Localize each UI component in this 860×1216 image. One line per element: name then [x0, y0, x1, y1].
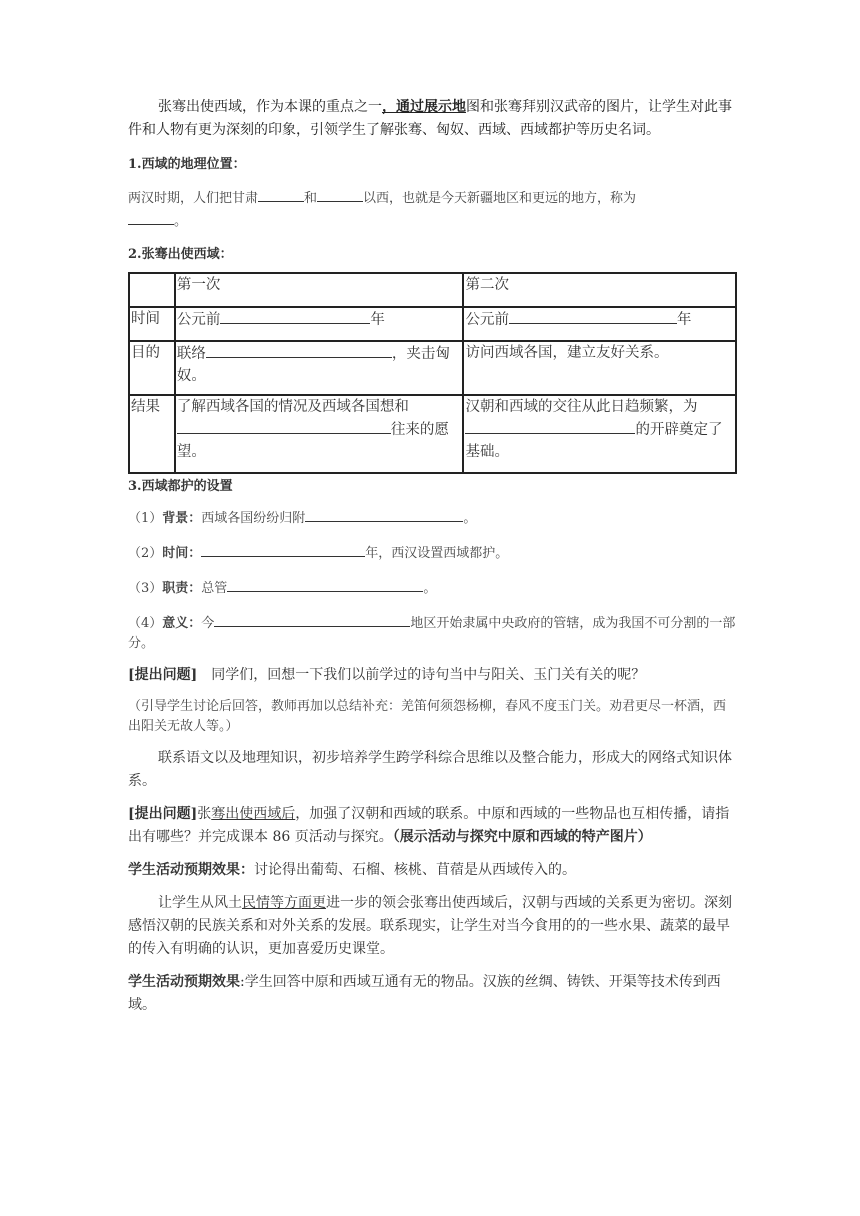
question-bold-text: （展示活动与探究中原和西域的特产图片） — [392, 829, 652, 845]
item-number: （2） — [128, 546, 163, 561]
section-1-heading: 1.西域的地理位置： — [128, 157, 246, 172]
item-number: （4） — [128, 616, 163, 631]
effect-text: :学生回答中原和西域互通有无的物品。汉族的丝绸、铸铁、开渠等技术传到西域。 — [128, 974, 721, 1013]
s3-background — [128, 506, 736, 529]
item-text: 。 — [423, 581, 437, 596]
blank — [317, 186, 363, 202]
item-label: 背景： — [162, 511, 202, 526]
effect-1 — [128, 859, 736, 882]
teacher-hint: （引导学生讨论后回答，教师再加以总结补充：羌笛何须怨杨柳，春风不度玉门关。劝君更尽一杯酒，西出阳关无故人等。） — [128, 699, 727, 734]
item-label: 意义： — [162, 616, 202, 631]
blank — [214, 611, 410, 627]
cell-text: 的开辟奠定了基础。 — [465, 422, 723, 460]
table-cell — [129, 273, 175, 307]
blank — [465, 418, 635, 434]
cell-text: 联络 — [176, 346, 206, 362]
mission-table — [128, 272, 737, 474]
question-underlined-text: 骞出使西域后 — [211, 806, 296, 822]
question-text: ，加强了汉朝和西域的联系。中原和西域的一些物品也互相传播，请指出有哪些？并完成课本 86 页活动与探究。 — [128, 806, 730, 845]
blank — [206, 342, 392, 358]
item-number: （1） — [128, 511, 163, 526]
question-tag: [提出问题] — [128, 806, 198, 822]
table-row — [129, 273, 736, 307]
question-text: 同学们，回想一下我们以前学过的诗句当中与阳关、玉门关有关的呢？ — [197, 667, 646, 683]
table-cell: 访问西域各国，建立友好关系。 — [463, 341, 736, 395]
section-2-heading: 2.张骞出使西域： — [128, 247, 233, 262]
blank — [258, 186, 304, 202]
s1-text-c: 以西，也就是今天新疆地区和更远的地方，称为 — [363, 191, 637, 206]
item-label: 时间： — [162, 546, 202, 561]
question-1 — [128, 664, 736, 687]
s3-significance — [128, 611, 736, 654]
row-label: 结果 — [129, 395, 175, 473]
paragraph-2 — [128, 892, 736, 961]
blank — [227, 576, 423, 592]
cell-text: 汉朝和西域的交往从此日趋频繁，为 — [465, 399, 698, 415]
intro-paragraph — [128, 96, 736, 142]
table-row — [129, 307, 736, 341]
table-header: 第二次 — [463, 273, 736, 307]
document-page — [128, 96, 736, 1017]
item-text: 西域各国纷纷归附 — [201, 511, 306, 526]
s3-time — [128, 541, 736, 564]
table-row — [129, 341, 736, 395]
item-text: 地区开始隶属中央政府的管辖，成为我国不可分割的一部分。 — [128, 616, 736, 651]
para-text: 进一步的领会张骞出使西域后，汉朝与西域的关系更为密切。深刻感悟汉朝的民族关系和对外关系的发展。联系现实，让学生对当今食用的的一些水果、蔬菜的最早的传入有明确的认识，更加喜爱历史课堂。 — [128, 895, 732, 957]
intro-text-1: 张骞出使西域，作为本课的重点之一 — [158, 99, 382, 115]
cell-text: 年 — [676, 312, 692, 328]
item-label: 职责： — [162, 581, 202, 596]
blank — [201, 541, 365, 557]
intro-text-2: 图和张骞拜别汉武帝的图片，让学生对此事件和人物有更为深刻的印象，引领学生了解张骞、匈奴、西域、西域都护等历史名词。 — [128, 99, 732, 138]
cross-subject-paragraph: 联系语文以及地理知识，初步培养学生跨学科综合思维以及整合能力，形成大的网络式知识体系。 — [128, 750, 732, 789]
s1-text-b: 和 — [304, 191, 318, 206]
item-text: 今 — [201, 616, 215, 631]
table-cell — [463, 395, 736, 473]
question-2 — [128, 803, 736, 849]
row-label: 时间 — [129, 307, 175, 341]
table-cell — [175, 395, 464, 473]
item-number: （3） — [128, 581, 163, 596]
cell-text: 往来的愿望。 — [176, 422, 449, 460]
blank — [177, 418, 391, 434]
question-tag: [提出问题] — [128, 667, 198, 683]
table-cell — [175, 341, 464, 395]
blank — [305, 506, 463, 522]
cell-text: ，夹击匈奴。 — [176, 346, 450, 384]
table-row — [129, 395, 736, 473]
blank — [128, 209, 174, 225]
effect-label: 学生活动预期效果： — [128, 862, 254, 878]
blank — [220, 308, 370, 324]
cell-text: 了解西域各国的情况及西域各国想和 — [176, 399, 409, 415]
item-text: 。 — [463, 511, 477, 526]
table-cell — [463, 307, 736, 341]
cell-text: 公元前 — [465, 312, 509, 328]
s1-text-a: 两汉时期，人们把甘肃 — [128, 191, 259, 206]
s1-text-d: 。 — [174, 214, 188, 229]
section-1-paragraph — [128, 186, 736, 232]
intro-underlined-text: ，通过展示地 — [382, 99, 466, 115]
effect-label: 学生活动预期效果 — [128, 974, 240, 990]
para-underlined-text: 民情等方面更 — [242, 895, 326, 911]
question-text: 张 — [197, 806, 212, 822]
row-label: 目的 — [129, 341, 175, 395]
blank — [509, 308, 677, 324]
cell-text: 公元前 — [176, 312, 221, 328]
section-3-heading: 3.西域都护的设置 — [128, 479, 233, 494]
table-cell — [175, 307, 464, 341]
effect-text: 讨论得出葡萄、石榴、核桃、苜蓿是从西域传入的。 — [254, 862, 576, 878]
table-header: 第一次 — [175, 273, 464, 307]
effect-2 — [128, 971, 736, 1017]
item-text: 年，西汉设置西域都护。 — [365, 546, 509, 561]
para-text: 让学生从风土 — [158, 895, 242, 911]
s3-duty — [128, 576, 736, 599]
item-text: 总管 — [201, 581, 228, 596]
cell-text: 年 — [370, 312, 385, 328]
